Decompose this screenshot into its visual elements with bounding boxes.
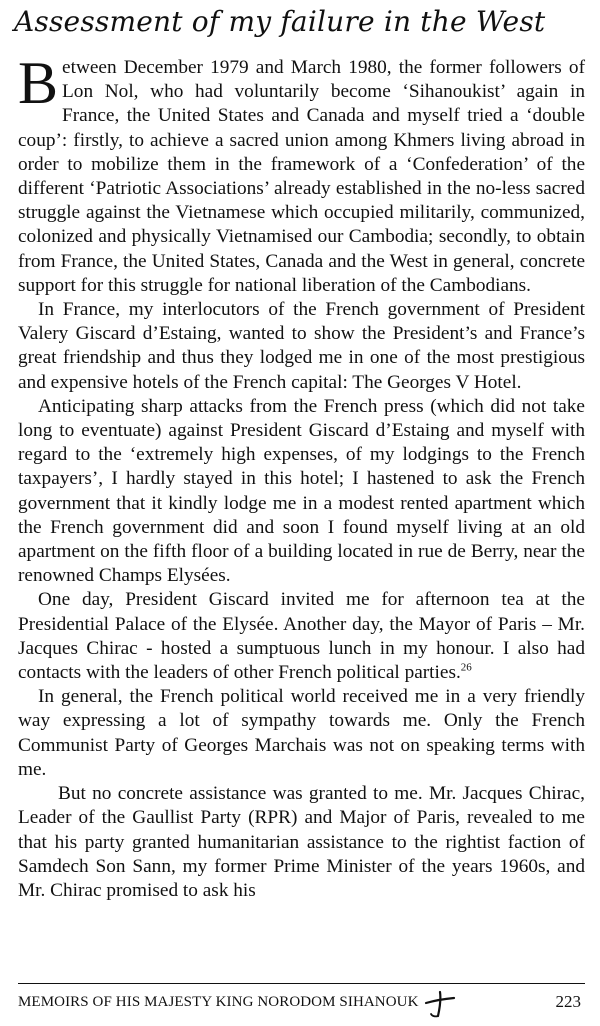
- paragraph-6: But no concrete assistance was granted to me. Mr. Jacques Chirac, Leader of the Gaullist Party (RPR) and Major of Paris, revealed to me that his party granted humanitarian assistance to the rightist faction of Samdech Son Sann, my former Prime Minister of the years 1960s, and Mr. Chirac promised to ask his: [18, 783, 585, 901]
- paragraph-4-text: One day, President Giscard invited me for afternoon tea at the Presidential Palace of the Elysée. Another day, the Mayor of Paris – Mr. Jacques Chirac - hosted a sumptuous lunch in my honour. I also had contacts with the leaders of other French political parties.: [18, 589, 585, 684]
- footer-rule: [18, 983, 585, 984]
- section-title: Assessment of my failure in the West: [14, 5, 546, 38]
- paragraph-4: [18, 588, 585, 685]
- paragraph-1-text: etween December 1979 and March 1980, the former followers of Lon Nol, who had voluntarily become ‘Sihanoukist’ again in France, the United States and Canada and myself tried a ‘double coup’: firstly, to achieve a sacred union among Khmers living abroad in order to mobilize them in the framework of a ‘Confederation’ of the different ‘Patriotic Associations’ already established in the no-less sacred struggle against the Vietnamese which occupied militarily, communized, colonized and physically Vietnamised our Cambodia; secondly, to obtain from France, the United States, Canada and the West in general, concrete support for this struggle for national liberation of the Cambodians.: [18, 57, 585, 296]
- footnote-reference: 26: [460, 661, 472, 674]
- page-footer: [18, 987, 585, 1017]
- paragraph-2: In France, my interlocutors of the French government of President Valery Giscard d’Estaing, wanted to show the President’s and France’s great friendship and thus they lodged me in one of the most prestigious and expensive hotels of the French capital: The Georges V Hotel.: [18, 299, 585, 393]
- drop-cap: B: [18, 50, 59, 116]
- paragraph-5: In general, the French political world received me in a very friendly way expressing a lot of sympathy towards me. Only the French Communist Party of Georges Marchais was not on speaking terms with me.: [18, 686, 585, 780]
- paragraph-3: Anticipating sharp attacks from the French press (which did not take long to eventuate) against President Giscard d’Estaing and myself with regard to the ‘extremely high expenses, of my lodgings to the French taxpayers’, I hardly stayed in this hotel; I hastened to ask the French government that it kindly lodge me in a modest rented apartment which the French government did and soon I found myself living at an old apartment on the fifth floor of a building located in rue de Berry, near the renowned Champs Elysées.: [18, 395, 585, 587]
- running-head: MEMOIRS OF HIS MAJESTY KING NORODOM SIHANOUK: [18, 994, 419, 1010]
- handwritten-cross-icon: [423, 989, 457, 1019]
- paragraph-1: [18, 50, 585, 298]
- page-number: 223: [555, 992, 581, 1011]
- body-text: [18, 50, 585, 903]
